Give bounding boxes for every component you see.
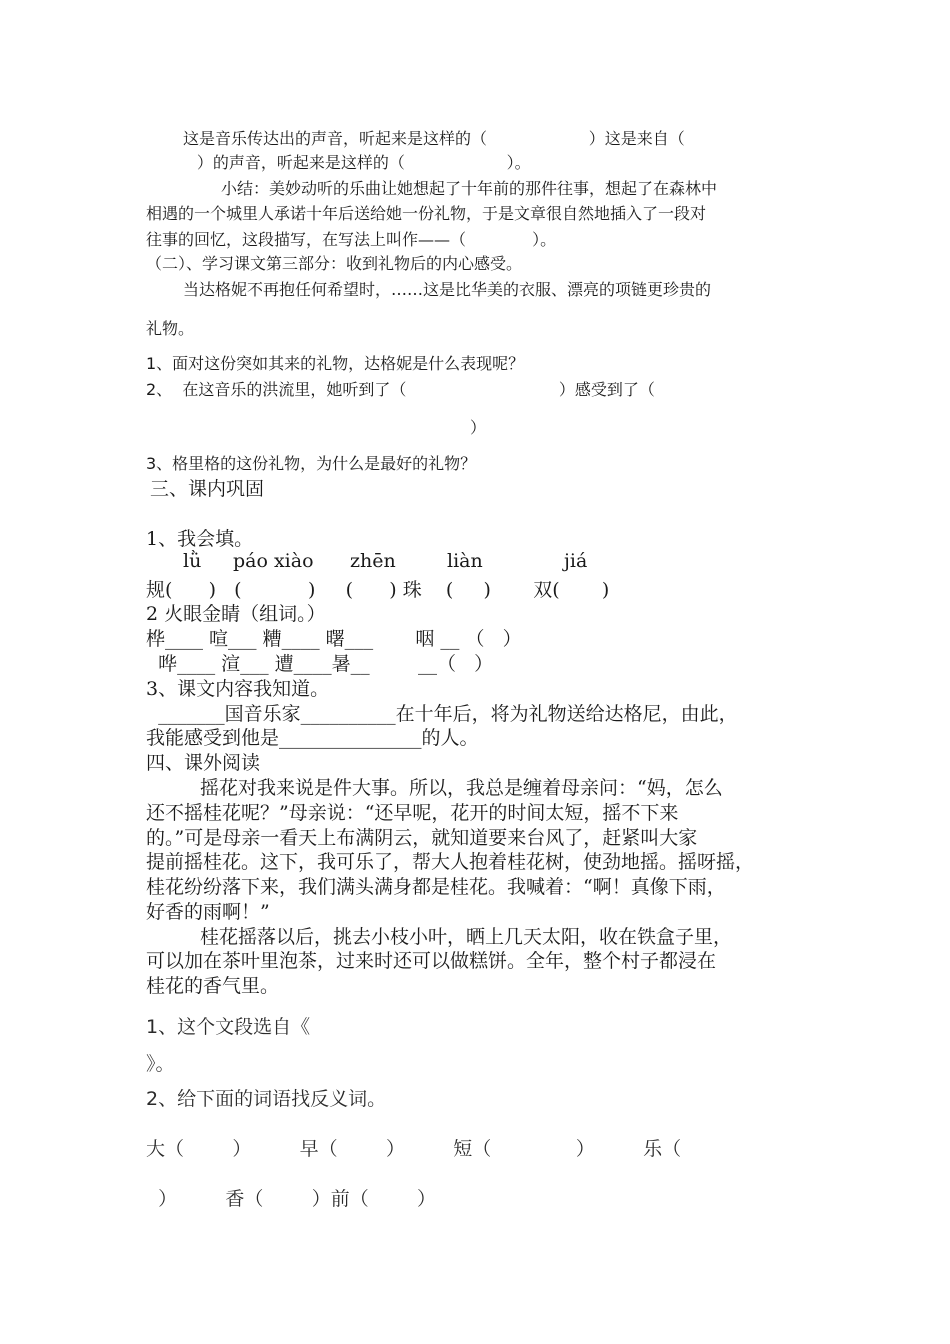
paragraph-line: 这是音乐传达出的声音，听起来是这样的（ ）这是来自（ xyxy=(183,129,685,148)
fill-row: 规( ) ( ) ( ) 珠 ( ) 双( ) xyxy=(146,579,610,601)
reading-question-1-end: 》。 xyxy=(146,1053,175,1075)
question-2: 2、 在这音乐的洪流里，她听到了（ ）感受到了（ xyxy=(146,380,655,399)
summary-line: 往事的回忆，这段描写，在写法上叫作——（ ）。 xyxy=(146,230,557,249)
reading-line: 摇花对我来说是件大事。所以，我总是缠着母亲问：“妈，怎么 xyxy=(200,777,723,799)
fill-sentence: 我能感受到他是_______________的人。 xyxy=(146,727,479,749)
section-heading: 三、课内巩固 xyxy=(150,478,265,500)
reading-line: 还不摇桂花呢？”母亲说：“还早呢，花开的时间太短，摇不下来 xyxy=(146,802,679,824)
question-3: 3、格里格的这份礼物，为什么是最好的礼物？ xyxy=(146,454,477,473)
antonym-row: ） 香（ ）前（ ） xyxy=(146,1188,437,1210)
paragraph-line: 当达格妮不再抱任何希望时，……这是比华美的衣服、漂亮的项链更珍贵的 xyxy=(183,280,712,299)
reading-line: 的。”可是母亲一看天上布满阴云，就知道要来台风了，赶紧叫大家 xyxy=(146,827,698,849)
summary-line: 相遇的一个城里人承诺十年后送给她一份礼物，于是文章很自然地插入了一段对 xyxy=(146,204,707,223)
question-2-blank-end: ） xyxy=(470,418,487,437)
reading-line: 桂花摇落以后，挑去小枝小叶，晒上几天太阳，收在铁盒子里， xyxy=(200,926,733,948)
question-1: 1、面对这份突如其来的礼物，达格妮是什么表现呢？ xyxy=(146,354,525,373)
exercise-heading: 3、课文内容我知道。 xyxy=(146,678,330,700)
reading-line: 提前摇桂花。这下，我可乐了，帮大人抱着桂花树，使劲地摇。摇呀摇， xyxy=(146,851,755,873)
pinyin-label: lǜ xyxy=(183,550,202,572)
reading-line: 好香的雨啊！” xyxy=(146,901,270,923)
paragraph-line: ）的声音，听起来是这样的（ ）。 xyxy=(146,153,531,172)
pinyin-label: páo xiào xyxy=(233,550,314,572)
antonym-row: 大（ ） 早（ ） 短（ ） 乐（ xyxy=(146,1138,682,1160)
section-heading: 四、课外阅读 xyxy=(146,752,261,774)
section-heading: （二）、学习课文第三部分：收到礼物后的内心感受。 xyxy=(146,254,523,273)
reading-line: 桂花纷纷落下来，我们满头满身都是桂花。我喊着：“啊！真像下雨， xyxy=(146,876,726,898)
word-row: 哗____ 渲___ 遭____暑__ __（ ） xyxy=(146,653,494,675)
summary-line: 小结：美妙动听的乐曲让她想起了十年前的那件往事，想起了在森林中 xyxy=(221,179,718,198)
reading-line: 桂花的香气里。 xyxy=(146,975,280,997)
reading-line: 可以加在茶叶里泡茶，过来时还可以做糕饼。全年，整个村子都浸在 xyxy=(146,950,717,972)
reading-question-2: 2、给下面的词语找反义词。 xyxy=(146,1088,387,1110)
exercise-heading: 2 火眼金睛（组词。） xyxy=(146,603,326,625)
reading-question-1: 1、这个文段选自《 xyxy=(146,1016,311,1038)
fill-sentence: _______国音乐家__________在十年后，将为礼物送给达格尼，由此， xyxy=(146,703,738,725)
pinyin-label: zhēn xyxy=(350,550,396,572)
pinyin-label: jiá xyxy=(564,550,588,572)
paragraph-line: 礼物。 xyxy=(146,319,195,338)
pinyin-label: liàn xyxy=(447,550,483,572)
exercise-heading: 1、我会填。 xyxy=(146,528,254,550)
word-row: 桦____ 喧___ 糟____ 曙___ 咽 __ （ ） xyxy=(146,628,522,650)
